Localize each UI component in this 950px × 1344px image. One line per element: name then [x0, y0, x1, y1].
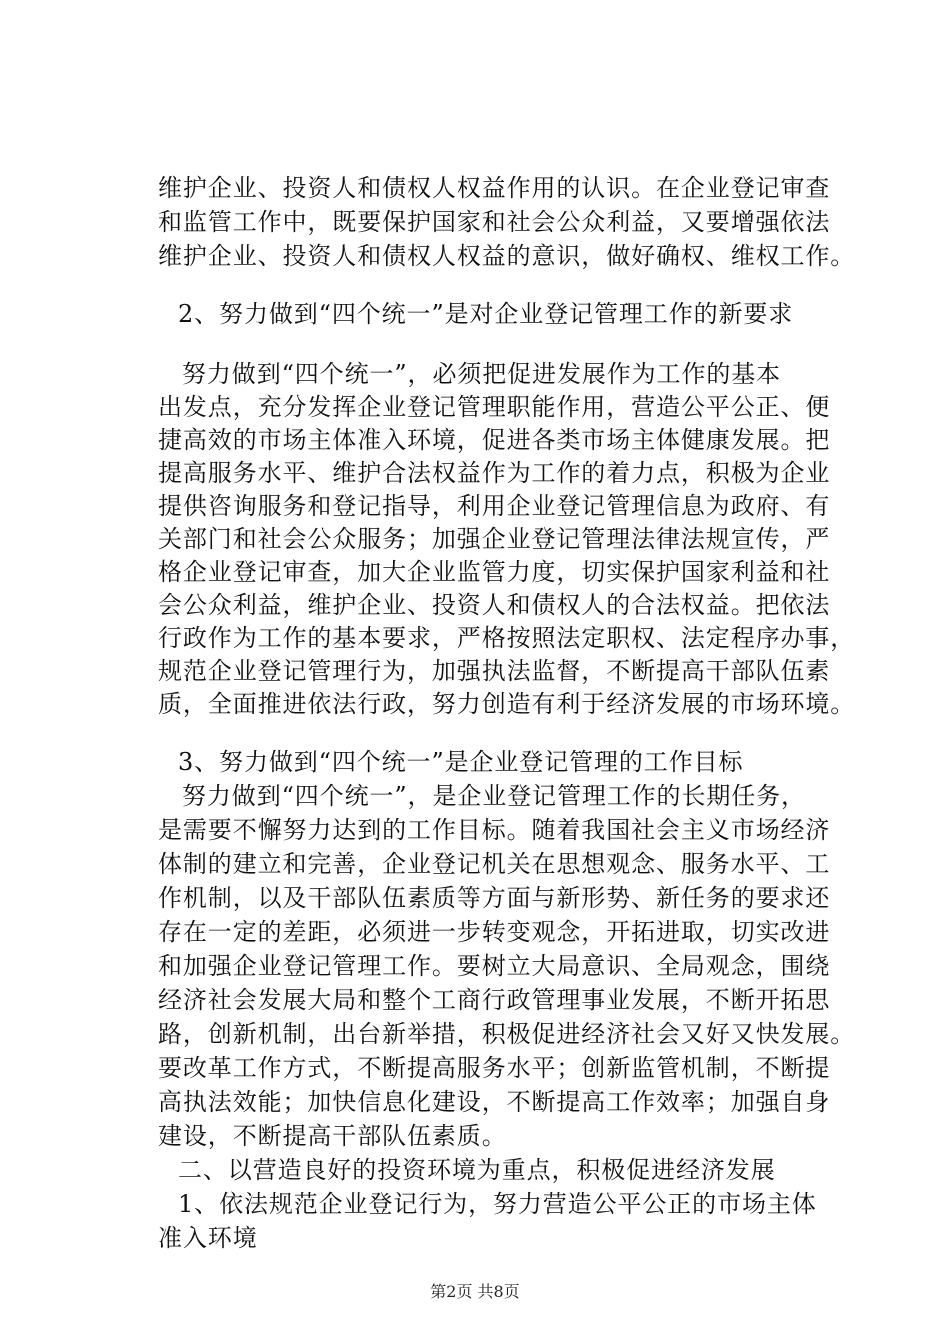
text-line: 和加强企业登记管理工作。要树立大局意识、全局观念，围绕	[158, 952, 831, 980]
text-line: 规范企业登记管理行为，加强执法监督，不断提高干部队伍素	[158, 657, 831, 685]
text-line: 维护企业、投资人和债权人权益的意识，做好确权、维权工作。	[158, 242, 856, 270]
text-line: 行政作为工作的基本要求，严格按照法定职权、法定程序办事，	[158, 624, 856, 652]
text-line: 2、努力做到“四个统一”是对企业登记管理工作的新要求	[178, 300, 794, 328]
text-line: 准入环境	[158, 1224, 258, 1252]
text-line: 高执法效能；加快信息化建设，不断提高工作效率；加强自身	[158, 1088, 831, 1116]
text-line: 努力做到“四个统一”，是企业登记管理工作的长期任务，	[182, 782, 806, 810]
text-line: 经济社会发展大局和整个工商行政管理事业发展，不断开拓思	[158, 986, 831, 1014]
text-line: 关部门和社会公众服务；加强企业登记管理法律法规宣传，严	[158, 525, 831, 553]
text-line: 3、努力做到“四个统一”是企业登记管理的工作目标	[178, 748, 744, 776]
text-line: 提供咨询服务和登记指导，利用企业登记管理信息为政府、有	[158, 492, 831, 520]
text-line: 努力做到“四个统一”，必须把促进发展作为工作的基本	[182, 360, 782, 388]
text-line: 维护企业、投资人和债权人权益作用的认识。在企业登记审查	[158, 174, 831, 202]
text-line: 作机制，以及干部队伍素质等方面与新形势、新任务的要求还	[158, 884, 831, 912]
text-line: 质，全面推进依法行政，努力创造有利于经济发展的市场环境。	[158, 690, 856, 718]
text-line: 建设，不断提高干部队伍素质。	[158, 1122, 507, 1150]
text-line: 出发点，充分发挥企业登记管理职能作用，营造公平公正、便	[158, 393, 831, 421]
text-line: 和监管工作中，既要保护国家和社会公众利益，又要增强依法	[158, 208, 831, 236]
text-line: 捷高效的市场主体准入环境，促进各类市场主体健康发展。把	[158, 426, 831, 454]
text-line: 提高服务水平、维护合法权益作为工作的着力点，积极为企业	[158, 459, 831, 487]
page-footer: 第2页 共8页	[430, 1282, 520, 1301]
text-line: 体制的建立和完善，企业登记机关在思想观念、服务水平、工	[158, 850, 831, 878]
text-line: 二、以营造良好的投资环境为重点，积极促进经济发展	[178, 1156, 776, 1184]
text-line: 要改革工作方式，不断提高服务水平；创新监管机制，不断提	[158, 1054, 831, 1082]
text-line: 1、依法规范企业登记行为，努力营造公平公正的市场主体	[178, 1190, 817, 1218]
text-line: 路，创新机制，出台新举措，积极促进经济社会又好又快发展。	[158, 1020, 856, 1048]
text-line: 格企业登记审查，加大企业监管力度，切实保护国家利益和社	[158, 558, 831, 586]
text-line: 存在一定的差距，必须进一步转变观念，开拓进取，切实改进	[158, 918, 831, 946]
text-line: 是需要不懈努力达到的工作目标。随着我国社会主义市场经济	[158, 816, 831, 844]
text-line: 会公众利益，维护企业、投资人和债权人的合法权益。把依法	[158, 591, 831, 619]
